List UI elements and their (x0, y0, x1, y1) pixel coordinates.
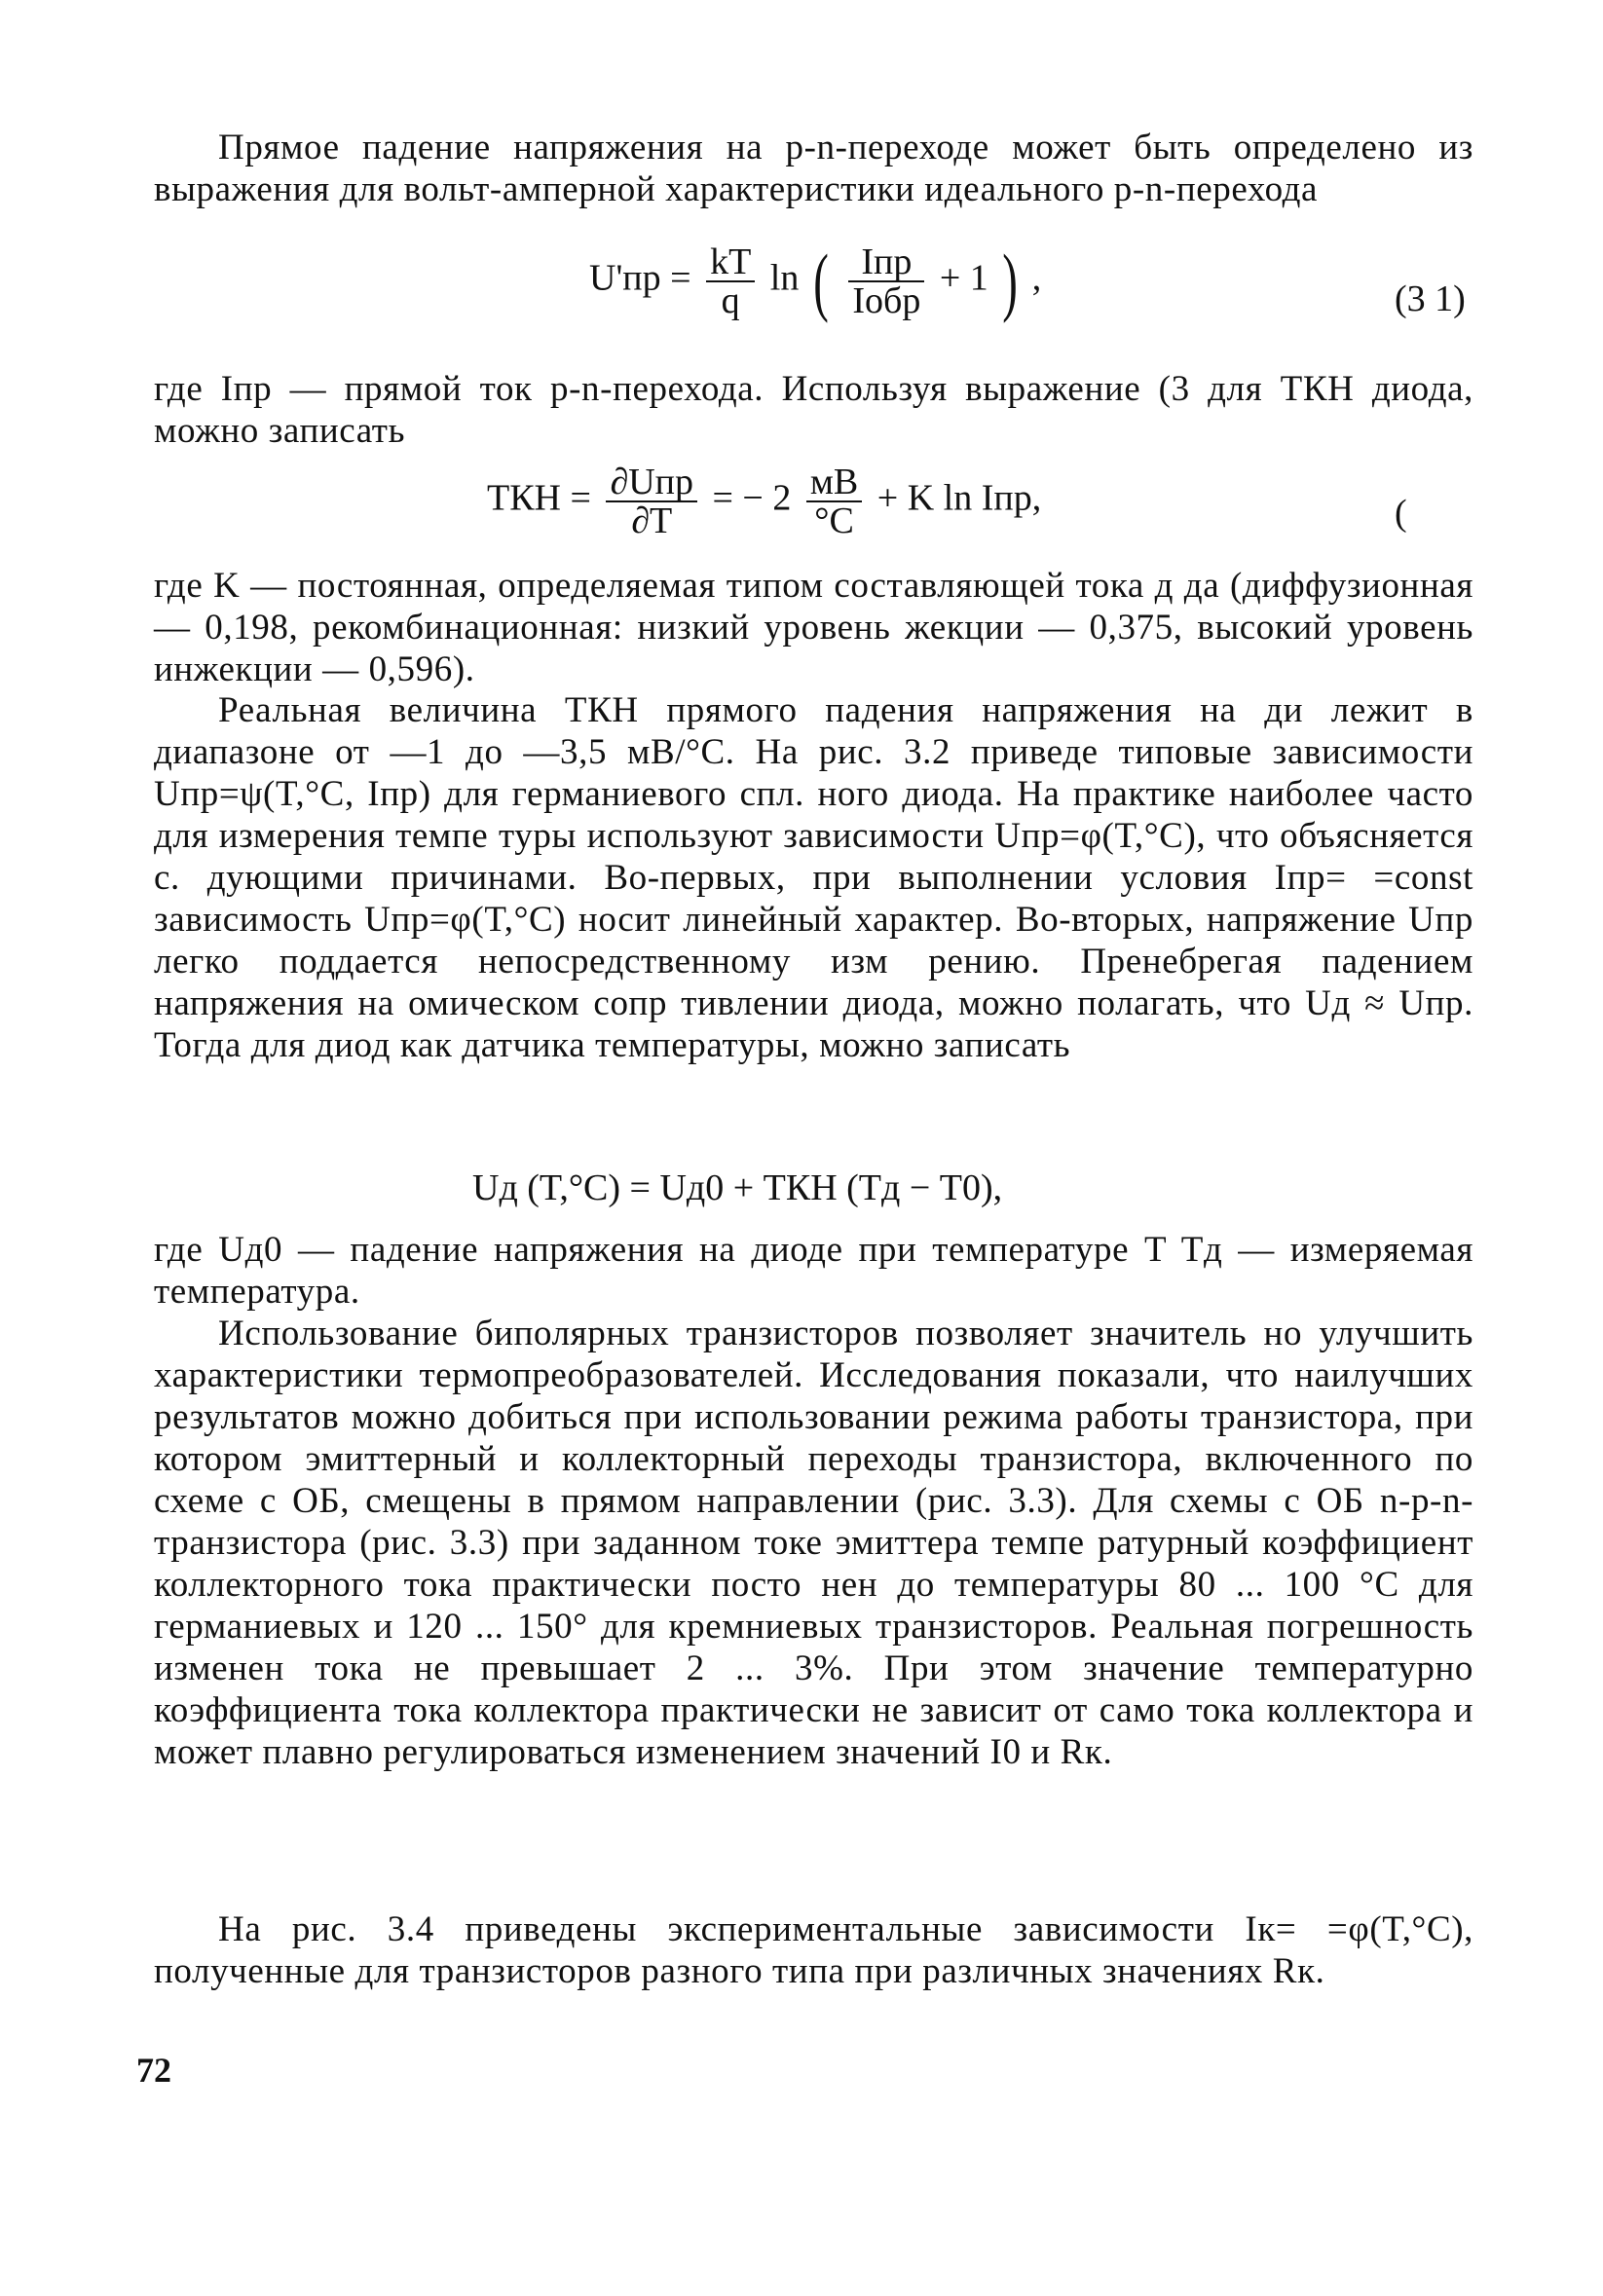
eq1-fraction (706, 243, 755, 319)
paragraph-4: Реальная величина ТКН прямого падения напряжения на ди лежит в диапазоне от —1 до —3,5 мВ/°С. На рис. 3.2 приведе типовые зависимости Uпр=ψ(T,°C, Iпр) для германиевого спл. ного диода. На практике наиболее часто для измерения темпе туры используют зависимости Uпр=φ(T,°C), что объясняется с. дующими причинами. Во-первых, при выполнении условия Iпр= =const зависимость Uпр=φ(T,°C) носит линейный характер. Во-вторых, напряжение Uпр легко поддается непосредственному изм рению. Пренебрегая падением напряжения на омическом сопр тивлении диода, можно полагать, что Uд ≈ Uпр. Тогда для диод как датчика температуры, можно записать (154, 690, 1473, 1065)
right-paren-icon: ) (1002, 239, 1019, 323)
paragraph-2: где Iпр — прямой ток p-n-перехода. Используя выражение (3 для ТКН диода, можно записать (154, 369, 1473, 451)
eq1-inner-numerator: Iпр (848, 243, 924, 282)
eq2-unit-numerator: мВ (806, 463, 862, 502)
paragraph-3: где K — постоянная, определяемая типом составляющей тока д да (диффузионная — 0,198, рекомбинационная: низкий уровень жекции — 0,375, высокий уровень инжекции — 0,596). (154, 566, 1473, 689)
eq2-rhs: + K ln Iпр, (876, 477, 1042, 519)
left-paren-icon: ( (813, 239, 829, 323)
eq1-lhs: U'пр = (589, 257, 691, 299)
eq1-fraction-denominator: q (721, 280, 740, 321)
equation-tkn (487, 463, 1041, 539)
eq2-mid: = − 2 (712, 477, 792, 519)
paragraph-6: Использование биполярных транзисторов позволяет значитель но улучшить характеристики термопреобразователей. Исследования показали, что наилучших результатов можно добиться при использовании режима работы транзистора, при котором эмиттерный и коллекторный переходы транзистора, включенного по схеме с ОБ, смещены в прямом направлении (рис. 3.3). Для схемы с ОБ n-p-n-транзистора (рис. 3.3) при заданном токе эмиттера темпе ратурный коэффициент коллекторного тока практически посто нен до температуры 80 ... 100 °С для германиевых и 120 ... 150° для кремниевых транзисторов. Реальная погрешность изменен тока не превышает 2 ... 3%. При этом значение температурно коэффициента тока коллектора практически не зависит от само тока коллектора и может плавно регулироваться изменением значений I0 и Rк. (154, 1314, 1473, 1772)
eq1-plus-one: + 1 (939, 257, 988, 299)
eq1-inner-denominator: Iобр (852, 280, 921, 321)
eq2-fraction-numerator: ∂Uпр (606, 463, 697, 502)
paragraph-1: Прямое падение напряжения на p-n-переходе может быть определено из выражения для вольт-амперной характеристики идеального p-n-перехода (154, 128, 1473, 209)
equation-3-1-number: (3 1) (1395, 278, 1466, 319)
equation-diode-voltage: Uд (T,°C) = Uд0 + ТКН (Tд − T0), (472, 1167, 1003, 1208)
paragraph-5: где Uд0 — падение напряжения на диоде при температуре T Tд — измеряемая температура. (154, 1230, 1473, 1312)
eq1-inner-fraction (848, 243, 924, 319)
equation-3-1: U'пр = $\frac{kT}{q}$ ln ( $\frac{\text{Iпр}}{\text{Iобр}}$ + 1 ) , (589, 239, 1042, 323)
eq1-ln: ln (769, 257, 800, 299)
paragraph-7: На рис. 3.4 приведены экспериментальные зависимости Iк= =φ(T,°C), полученные для транзисторов разного типа при различных значениях Rк. (154, 1909, 1473, 1991)
eq2-fraction (606, 463, 697, 539)
eq2-fraction-denominator: ∂T (631, 500, 673, 541)
eq1-fraction-numerator: kT (706, 243, 755, 282)
eq2-lhs: ТКН = (487, 477, 591, 519)
page-number: 72 (136, 2051, 171, 2090)
equation-tkn-number: ( (1395, 493, 1407, 534)
eq2-unit-fraction (806, 463, 862, 539)
eq2-unit-denominator: °С (814, 500, 854, 541)
